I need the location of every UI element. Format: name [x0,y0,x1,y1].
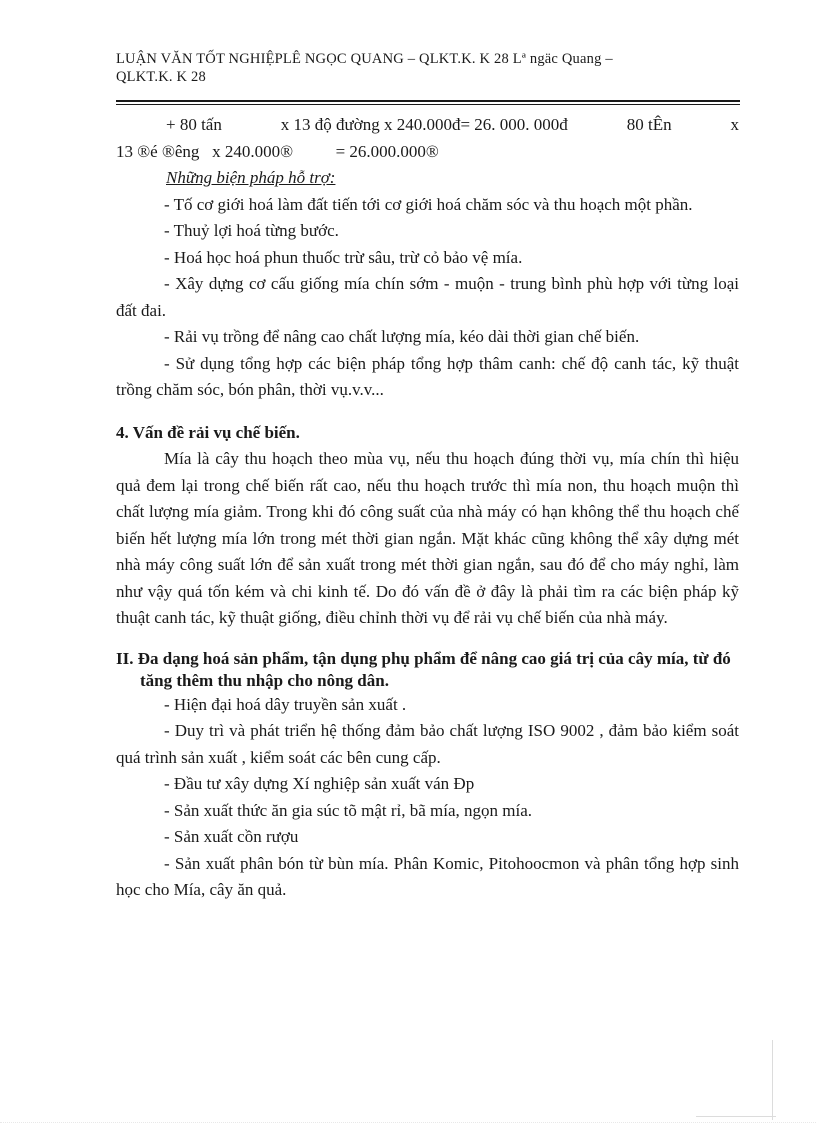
section-ii-item: - Sản xuất thức ăn gia súc tõ mật rỉ, bã mía, ngọn mía. [164,800,533,820]
section-ii-item: - Sản xuất cồn rượu [164,827,299,846]
section-4-paragraph: Mía là cây thu hoạch theo mùa vụ, nếu thu hoạch đúng thời vụ, mía chín thì hiệu quả đem lại trong chế biến rất cao, nếu thu hoạch trước thì mía non, thu hoạch muộn thì chất lượng mía giảm. Trong khi đó công suất của nhà máy có hạn không thể thu hoạch chế biến hết lượng mía lớn trong mét thời gian ngắn. Mặt khác cũng không thể xây dựng mét nhà máy công suất lớn để sản xuất trong mét thời gian ngắn, sau đó để cho máy nghỉ, làm như vậy quá tốn kém và chi kinh tế. Do đó vấn đề ở đây là phải tìm ra các biện pháp kỹ thuật canh tác, kỹ thuật giống, điều chỉnh thời vụ để rải vụ chế biến của nhà máy. [116,449,739,627]
section-ii-item: - Sản xuất phân bón từ bùn mía. Phân Komic, Pitohoocmon và phân tổng hợp sinh học cho Mía, cây ăn quả. [116,853,739,899]
section-ii-heading: II. Đa dạng hoá sản phẩm, tận dụng phụ phẩm để nâng cao giá trị của cây mía, từ đó tăng thêm thu nhập cho nông dân. [116,648,731,690]
calc-part-1: + 80 tấn [166,115,222,134]
header-rule-thin [116,104,740,105]
calc-part-4: x [730,115,739,134]
header-line-2: QLKT.K. K 28 [116,69,206,85]
section-ii-item: - Duy trì và phát triển hệ thống đảm bảo chất lượng ISO 9002 , đảm bảo kiểm soát quá trình sản xuất , kiểm soát các bên cung cấp. [116,721,739,767]
calc-part-2: x 13 độ đường x 240.000đ= 26. 000. 000đ [280,115,568,134]
support-item: - Hoá học hoá phun thuốc trừ sâu, trừ cỏ bảo vệ mía. [164,247,523,267]
support-item: - Xây dựng cơ cấu giống mía chín sớm - muộn - trung bình phù hợp với từng loại đất đai. [116,274,739,320]
header-rule-thick [116,100,740,102]
support-item: - Rải vụ trồng để nâng cao chất lượng mía, kéo dài thời gian chế biến. [164,327,640,346]
support-item: - Sử dụng tổng hợp các biện pháp tổng hợp thâm canh: chế độ canh tác, kỹ thuật trồng chăm sóc, bón phân, thời vụ.v.v... [116,353,739,399]
section-ii-item: - Hiện đại hoá dây truyền sản xuất . [164,694,407,714]
document-body [116,112,739,904]
page-header [116,50,746,86]
calculation-line-2: 13 ®é ®êng x 240.000® = 26.000.000® [116,141,439,161]
corner-dot-pattern [696,1040,776,1120]
support-item: - Tố cơ giới hoá làm đất tiến tới cơ giới hoá chăm sóc và thu hoạch một phần. [164,194,693,214]
section-ii-item: - Đầu tư xây dựng Xí nghiệp sản xuất ván Ðp [164,774,475,793]
support-title: Những biện pháp hỗ trợ: [166,168,336,187]
calc-part-3: 80 tÊn [626,115,672,134]
section-4-heading: 4. Vấn đề rải vụ chế biến. [116,422,300,442]
calculation-line-1 [116,112,739,139]
support-item: - Thuỷ lợi hoá từng bước. [164,221,339,240]
header-line-1: LUẬN VĂN TỐT NGHIỆPLÊ NGỌC QUANG – QLKT.K. K 28 Lª ngäc Quang – [116,51,613,67]
